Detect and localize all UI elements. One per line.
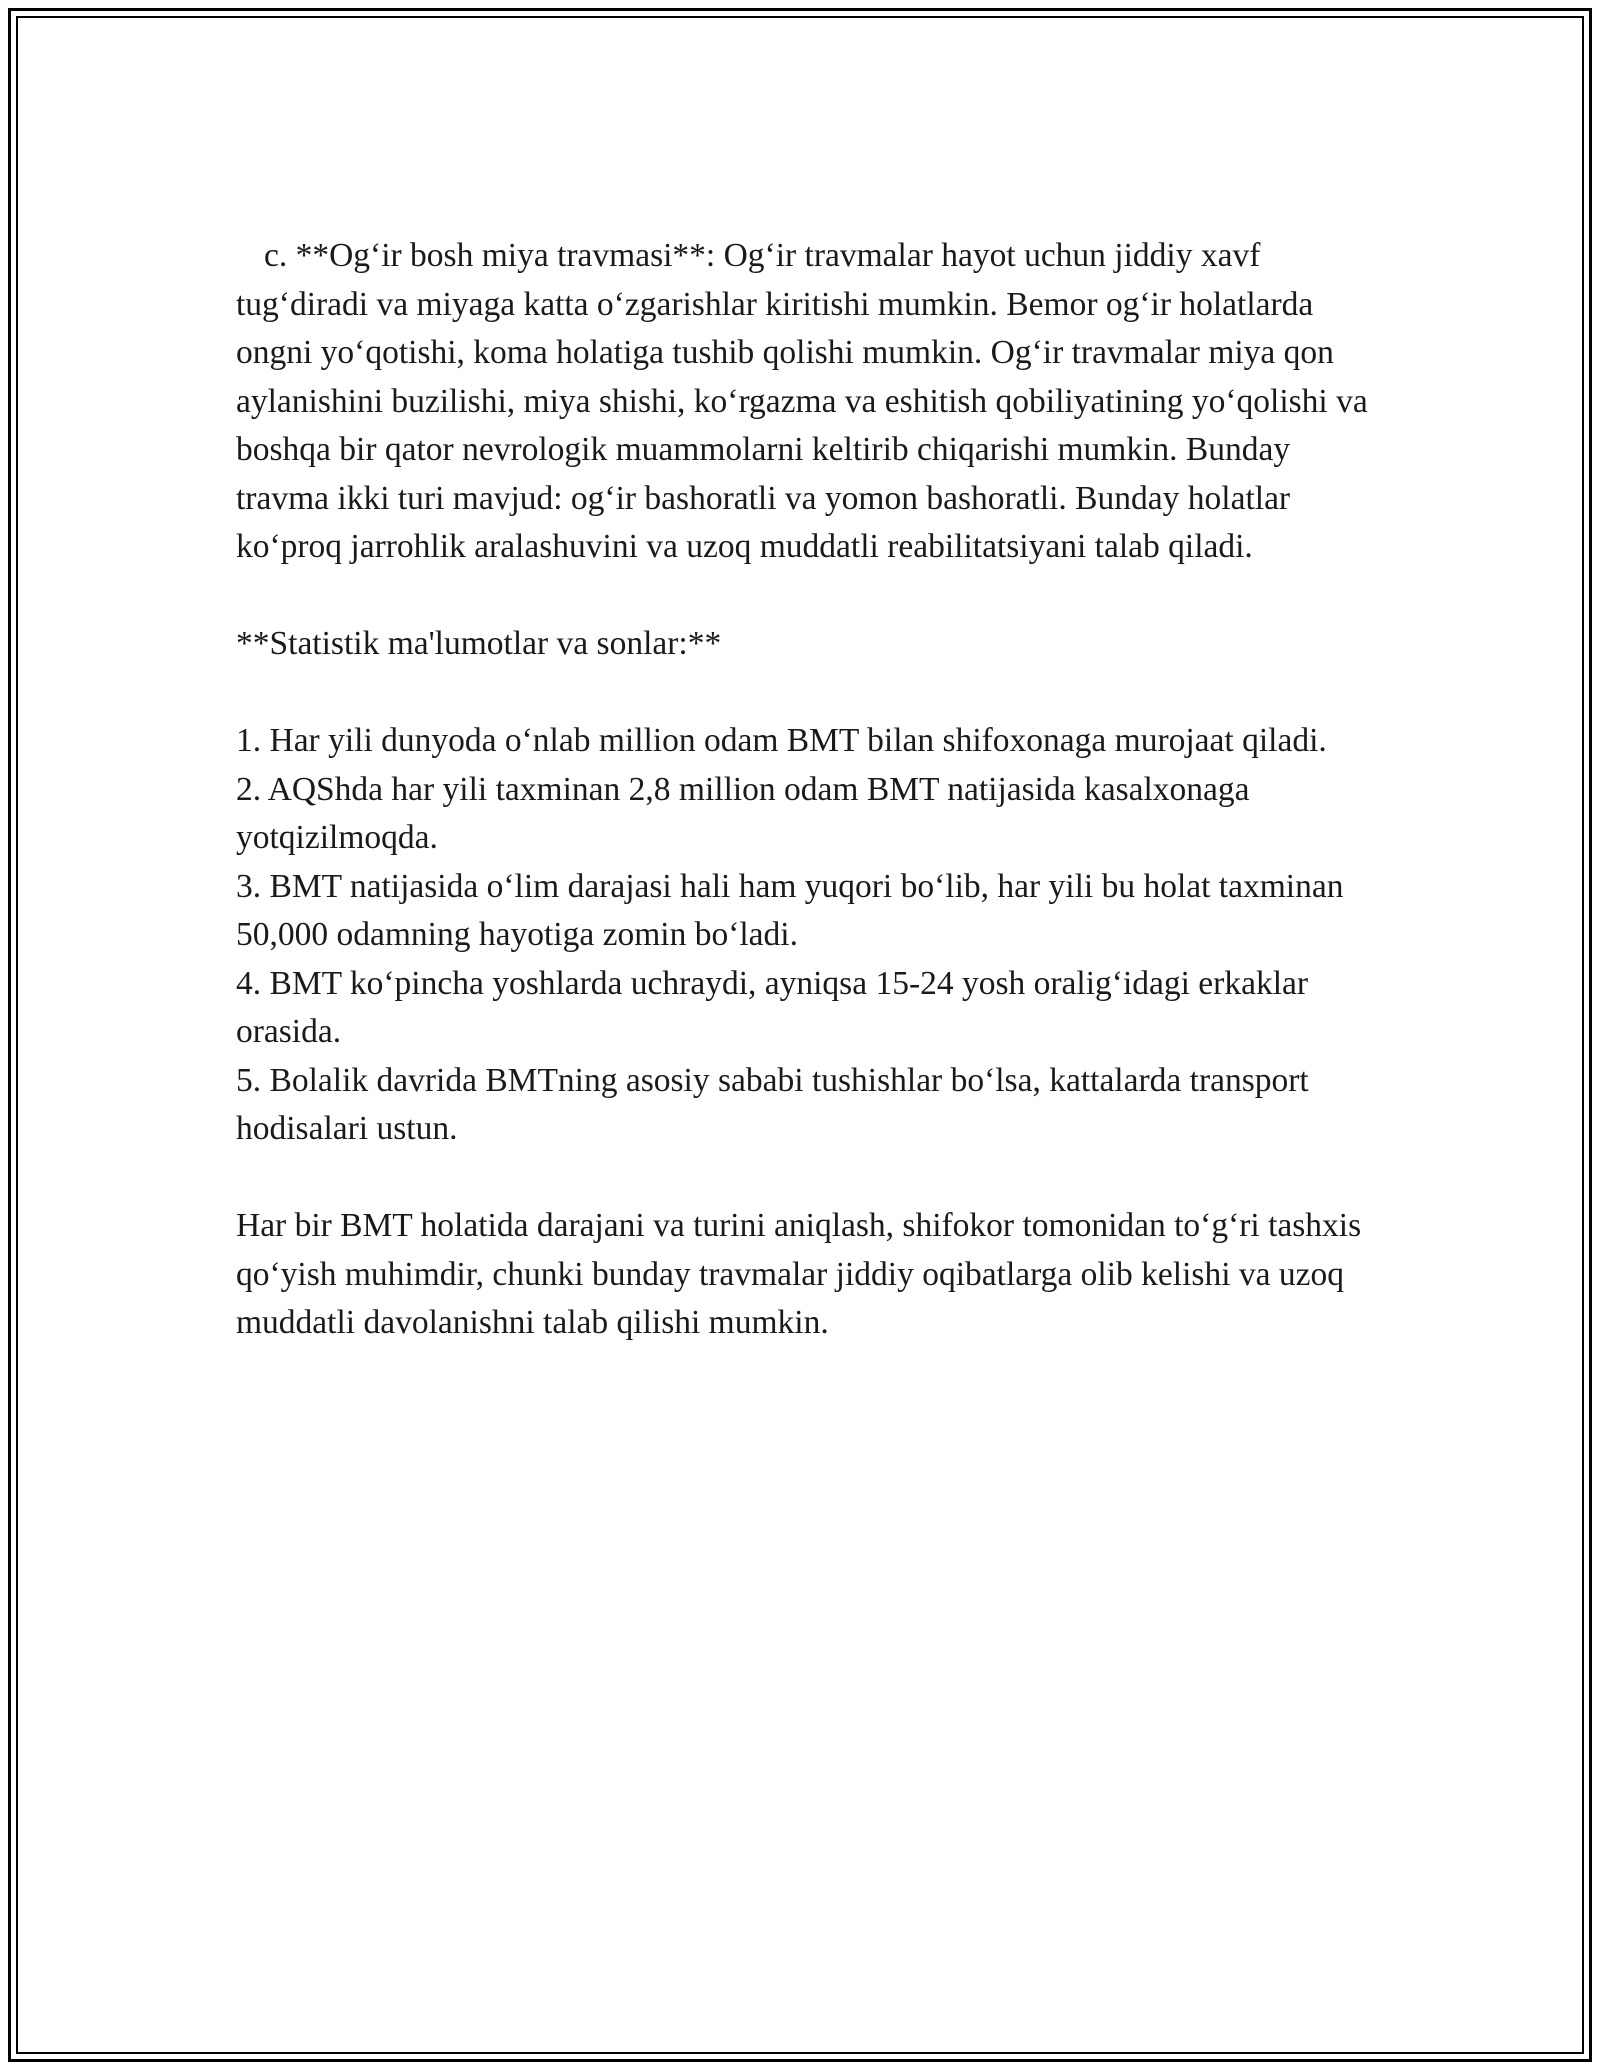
stats-item-1: 1. Har yili dunyoda o‘nlab million odam BMT bilan shifoxonaga murojaat qiladi. — [236, 722, 1327, 759]
paragraph-gap — [236, 572, 1376, 621]
stats-item-5: 5. Bolalik davrida BMTning asosiy sababi tushishlar bo‘lsa, kattalarda transport hodisalari ustun. — [236, 1061, 1309, 1147]
stats-item-2: 2. AQShda har yili taxminan 2,8 million odam BMT natijasida kasalxonaga yotqizilmoqda. — [236, 770, 1250, 856]
paragraph-gap — [236, 669, 1376, 718]
stats-item-3: 3. BMT natijasida o‘lim darajasi hali ham yuqori bo‘lib, har yili bu holat taxminan 50,000 odamning hayotiga zomin bo‘ladi. — [236, 867, 1344, 953]
stats-list — [236, 717, 1376, 1154]
conclusion-paragraph: Har bir BMT holatida darajani va turini aniqlash, shifokor tomonidan to‘g‘ri tashxis qo‘yish muhimdir, chunki bunday travmalar jiddiy oqibatlarga olib kelishi va uzoq muddatli davolanishni talab qilishi mumkin. — [236, 1207, 1362, 1341]
stats-item-4: 4. BMT ko‘pincha yoshlarda uchraydi, ayniqsa 15-24 yosh oralig‘idagi erkaklar orasida. — [236, 964, 1309, 1050]
document-body — [236, 232, 1376, 1348]
paragraph-severe-tbi: c. **Og‘ir bosh miya travmasi**: Og‘ir travmalar hayot uchun jiddiy xavf tug‘diradi va miyaga katta o‘zgarishlar kiritishi mumkin. Bemor og‘ir holatlarda ongni yo‘qotishi, koma holatiga tushib qolishi mumkin. Og‘ir travmalar miya qon aylanishini buzilishi, miya shishi, ko‘rgazma va eshitish qobiliyatining yo‘qolishi va boshqa bir qator nevrologik muammolarni keltirib chiqarishi mumkin. Bunday travma ikki turi mavjud: og‘ir bashoratli va yomon bashoratli. Bunday holatlar ko‘proq jarrohlik aralashuvini va uzoq muddatli reabilitatsiyani talab qiladi. — [236, 237, 1368, 565]
paragraph-gap — [236, 1154, 1376, 1203]
stats-heading: **Statistik ma'lumotlar va sonlar:** — [236, 625, 722, 662]
